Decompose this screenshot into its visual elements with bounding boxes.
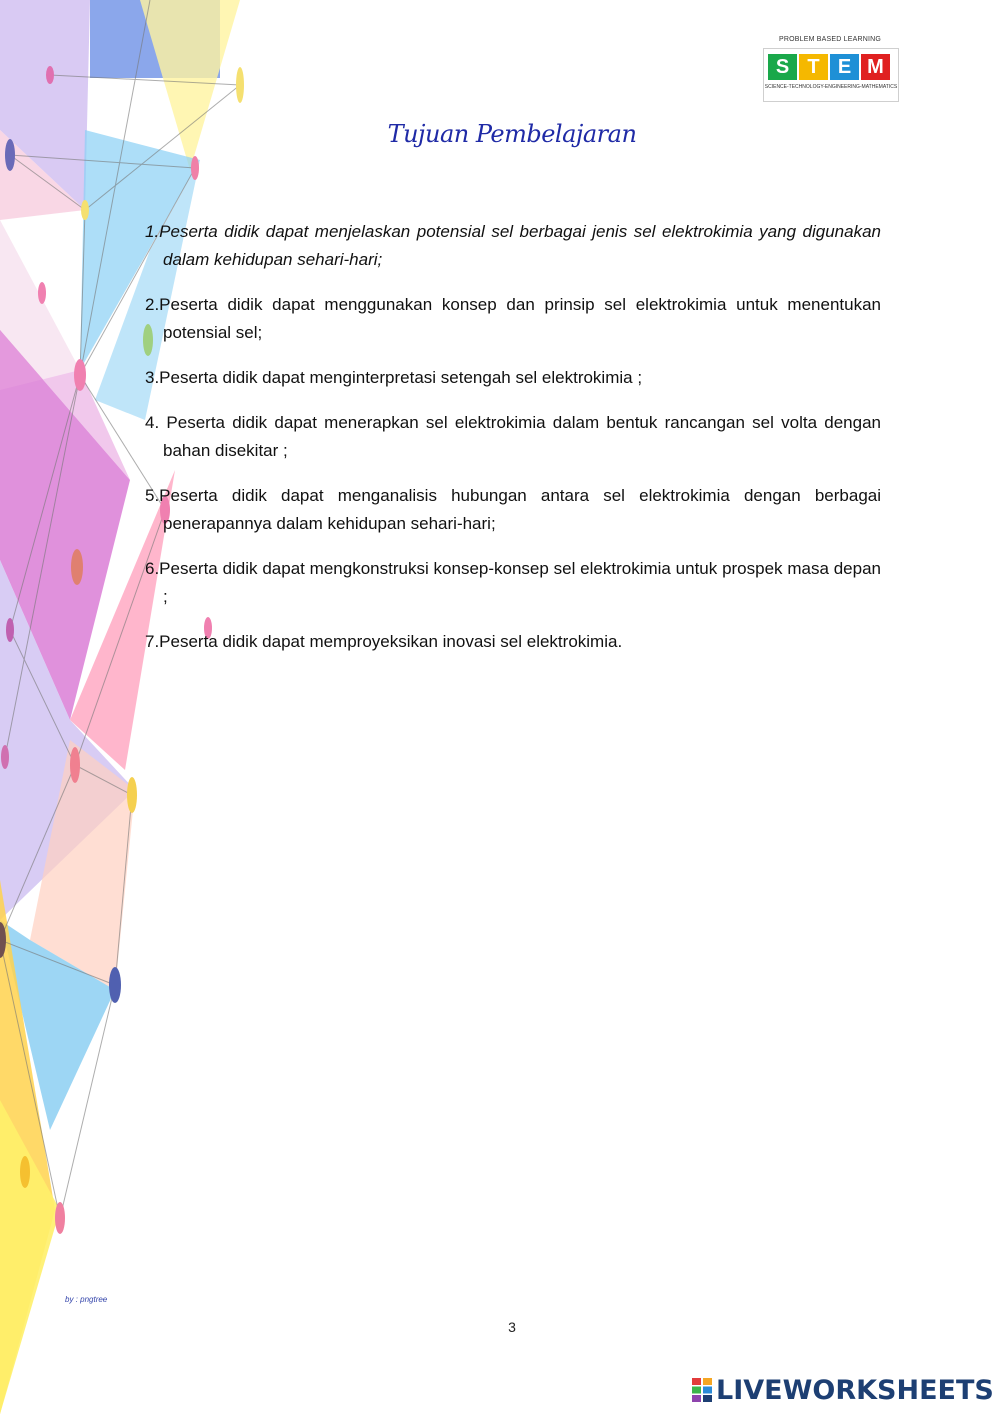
decorative-background — [0, 0, 250, 1414]
objective-item: 7.Peserta didik dapat memproyeksikan inovasi sel elektrokimia. — [145, 632, 623, 651]
logo-letter-t: T — [799, 54, 828, 80]
objective-item: 6.Peserta didik dapat mengkonstruksi konsep-konsep sel elektrokimia untuk prospek masa depan ; — [145, 559, 881, 606]
objective-item: 3.Peserta didik dapat menginterpretasi setengah sel elektrokimia ; — [145, 368, 643, 387]
objective-item: 4. Peserta didik dapat menerapkan sel elektrokimia dalam bentuk rancangan sel volta dengan bahan disekitar ; — [145, 413, 881, 460]
liveworksheets-logo-icon — [692, 1378, 712, 1402]
objective-item: 5.Peserta didik dapat menganalisis hubungan antara sel elektrokimia dengan berbagai penerapannya dalam kehidupan sehari-hari; — [145, 486, 881, 533]
logo-letter-m: M — [861, 54, 890, 80]
stem-logo — [762, 36, 898, 102]
objective-item: 2.Peserta didik dapat menggunakan konsep dan prinsip sel elektrokimia untuk menentukan potensial sel; — [145, 295, 881, 342]
objective-item: 1.Peserta didik dapat menjelaskan potensial sel berbagai jenis sel elektrokimia yang digunakan dalam kehidupan sehari-hari; — [145, 222, 881, 269]
logo-letters — [768, 54, 890, 80]
image-credit: by : pngtree — [65, 1295, 108, 1304]
logo-subtitle: SCIENCE-TECHNOLOGY-ENGINEERING-MATHEMATICS — [764, 84, 898, 90]
logo-caption: PROBLEM BASED LEARNING — [778, 36, 882, 43]
page-title: Tujuan Pembelajaran — [387, 120, 637, 148]
logo-letter-s: S — [768, 54, 797, 80]
logo-box — [763, 48, 899, 102]
objectives-list — [145, 218, 881, 673]
logo-letter-e: E — [830, 54, 859, 80]
brand-name: LIVEWORKSHEETS — [716, 1374, 994, 1406]
page-number: 3 — [508, 1319, 516, 1335]
liveworksheets-brand[interactable] — [692, 1373, 994, 1407]
